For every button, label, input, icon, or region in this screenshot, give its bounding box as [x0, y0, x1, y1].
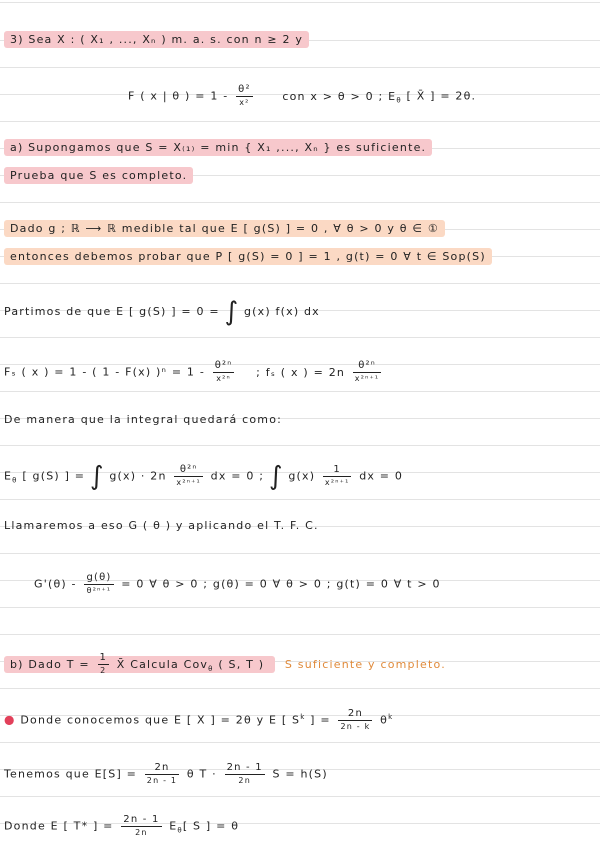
derivative-conclusion: = 0 ∀ θ > 0 ; g(θ) = 0 ∀ θ > 0 ; g(t) = 0 ∀ t > 0: [121, 577, 441, 591]
derivative-lhs: G'(θ) -: [34, 577, 77, 591]
given-text: Dado g ; ℝ ⟶ ℝ medible tal que E [ g(S) ] = 0 , ∀ θ > 0 y θ ∈ ①: [4, 220, 445, 237]
integral-symbol: ∫: [89, 461, 105, 492]
simplified-denominator: x²ⁿ⁺¹: [324, 478, 350, 487]
part-b-task: X̄ Calcula Cov: [112, 657, 209, 671]
cdf-lhs: F ( x | θ ) = 1 -: [128, 89, 229, 103]
expectation-t-numerator: 2n - 1: [123, 814, 160, 825]
integrand-left: g(x) · 2n: [109, 469, 167, 483]
min-pdf-text: ; fₛ ( x ) = 2n: [256, 365, 346, 379]
min-cdf-numerator: θ²ⁿ: [214, 360, 233, 371]
integral-intro: [4, 412, 282, 428]
cdf-numerator: θ²: [238, 84, 251, 95]
t-function: S = h(S): [272, 767, 328, 781]
problem-statement: [4, 32, 309, 48]
part-a-statement: [4, 140, 432, 156]
t-fraction: [225, 762, 265, 787]
distribution-of-min: [4, 360, 384, 385]
integral-symbol: ∫: [224, 297, 240, 327]
condition-text: con x > θ > 0 ; E: [282, 89, 397, 103]
simplified-integrand: g(x): [288, 469, 316, 483]
cdf-denominator: x²: [239, 98, 250, 107]
ftc-statement: [4, 518, 319, 534]
part-b-given: b) Dado T =: [10, 657, 90, 671]
moment-theta: θ: [380, 713, 389, 727]
expectation-s-denominator: 2n - 1: [146, 776, 178, 785]
part-b-highlight: [4, 652, 275, 675]
distribution-formula: [128, 84, 476, 109]
part-b-denominator: 2: [100, 666, 107, 675]
expectation-symbol: E: [4, 469, 13, 483]
integral-symbol: ∫: [268, 461, 284, 492]
expectation-e: E: [169, 819, 178, 833]
expectation-lhs: [ g(S) ] =: [17, 469, 86, 483]
t-definition: θ T ·: [186, 767, 217, 781]
min-cdf-denominator: x²ⁿ: [216, 374, 231, 383]
expectation-t-result: [ S ] = θ: [182, 819, 240, 833]
expectation-s-numerator: 2n: [145, 762, 179, 775]
moment-fraction: [338, 708, 372, 733]
min-pdf-denominator: x²ⁿ⁺¹: [354, 374, 380, 383]
derivative-equation: [34, 572, 441, 597]
expectation-subscript: θ: [396, 96, 402, 105]
cov-subscript: θ: [208, 664, 214, 673]
part-b-fraction: [98, 652, 110, 677]
expectation-integral: [4, 461, 404, 492]
expectation-t-fraction: [121, 814, 161, 839]
min-cdf-fraction: [213, 360, 235, 385]
expectation-t-sub: θ: [177, 826, 183, 835]
given-statement: [4, 221, 445, 237]
derivative-fraction: [84, 572, 113, 597]
cdf-fraction: [236, 84, 253, 109]
expectation-value: [ X̄ ] = 2θ.: [401, 89, 477, 103]
part-a-task: [4, 168, 193, 184]
min-pdf-fraction: [353, 360, 382, 385]
part-a-task-text: Prueba que S es completo.: [4, 167, 193, 184]
expectation-sub: θ: [12, 476, 18, 485]
min-pdf-numerator: θ²ⁿ: [353, 360, 382, 373]
simplified-result: dx = 0: [359, 469, 404, 483]
goal-statement: [4, 249, 492, 265]
cov-args: ( S, T ): [213, 657, 265, 671]
derivative-denominator: θ²ⁿ⁺¹: [86, 586, 112, 595]
moment-denominator: 2n - k: [340, 722, 371, 731]
integrand-denominator: x²ⁿ⁺¹: [176, 478, 201, 487]
ftc-text: Llamaremos a eso G ( θ ) y aplicando el T. F. C.: [4, 519, 319, 532]
integral-result: dx = 0 ;: [210, 469, 265, 483]
moment-exponent: k: [300, 712, 306, 721]
t-denominator: 2n: [238, 776, 251, 785]
expectation-t-text: Donde E [ T* ] =: [4, 819, 114, 833]
min-cdf-text: Fₛ ( x ) = 1 - ( 1 - F(x) )ⁿ = 1 -: [4, 365, 205, 379]
part-b-statement: [4, 652, 446, 677]
integral-intro-text: De manera que la integral quedará como:: [4, 413, 283, 426]
moment-equals: ] =: [305, 713, 331, 727]
expectation-s: [4, 762, 328, 787]
bullet-icon: ●: [4, 712, 16, 727]
t-numerator: 2n - 1: [226, 762, 263, 773]
known-moments: [4, 708, 393, 733]
starting-text: Partimos de que E [ g(S) ] = 0 =: [4, 305, 220, 318]
theta-exponent: k: [388, 712, 394, 721]
sufficient-complete-note: S suficiente y completo.: [284, 657, 446, 671]
part-a-text: a) Supongamos que S = X₍₁₎ = min { X₁ ,..., Xₙ } es suficiente.: [4, 139, 432, 156]
integrand-numerator: θ²ⁿ: [174, 464, 203, 477]
goal-text: entonces debemos probar que P [ g(S) = 0 ] = 1 , g(t) = 0 ∀ t ∈ Sop(S): [4, 248, 492, 265]
moment-numerator: 2n: [338, 708, 372, 721]
expectation-s-text: Tenemos que E[S] =: [4, 767, 138, 781]
simplified-fraction: [323, 464, 352, 489]
part-b-numerator: 1: [99, 652, 108, 663]
expectation-t-denominator: 2n: [135, 828, 148, 837]
expectation-t: [4, 814, 239, 839]
expectation-s-fraction: [145, 762, 179, 787]
starting-equation: [4, 297, 320, 327]
simplified-numerator: 1: [323, 464, 352, 477]
known-moments-text: Donde conocemos que E [ X ] = 2θ y E [ S: [20, 713, 301, 727]
derivative-numerator: g(θ): [86, 572, 112, 583]
integrand-fraction: [174, 464, 203, 489]
integrand-text: g(x) f(x) dx: [243, 305, 320, 318]
problem-statement-text: 3) Sea X : ( X₁ , ..., Xₙ ) m. a. s. con n ≥ 2 y: [4, 31, 309, 48]
